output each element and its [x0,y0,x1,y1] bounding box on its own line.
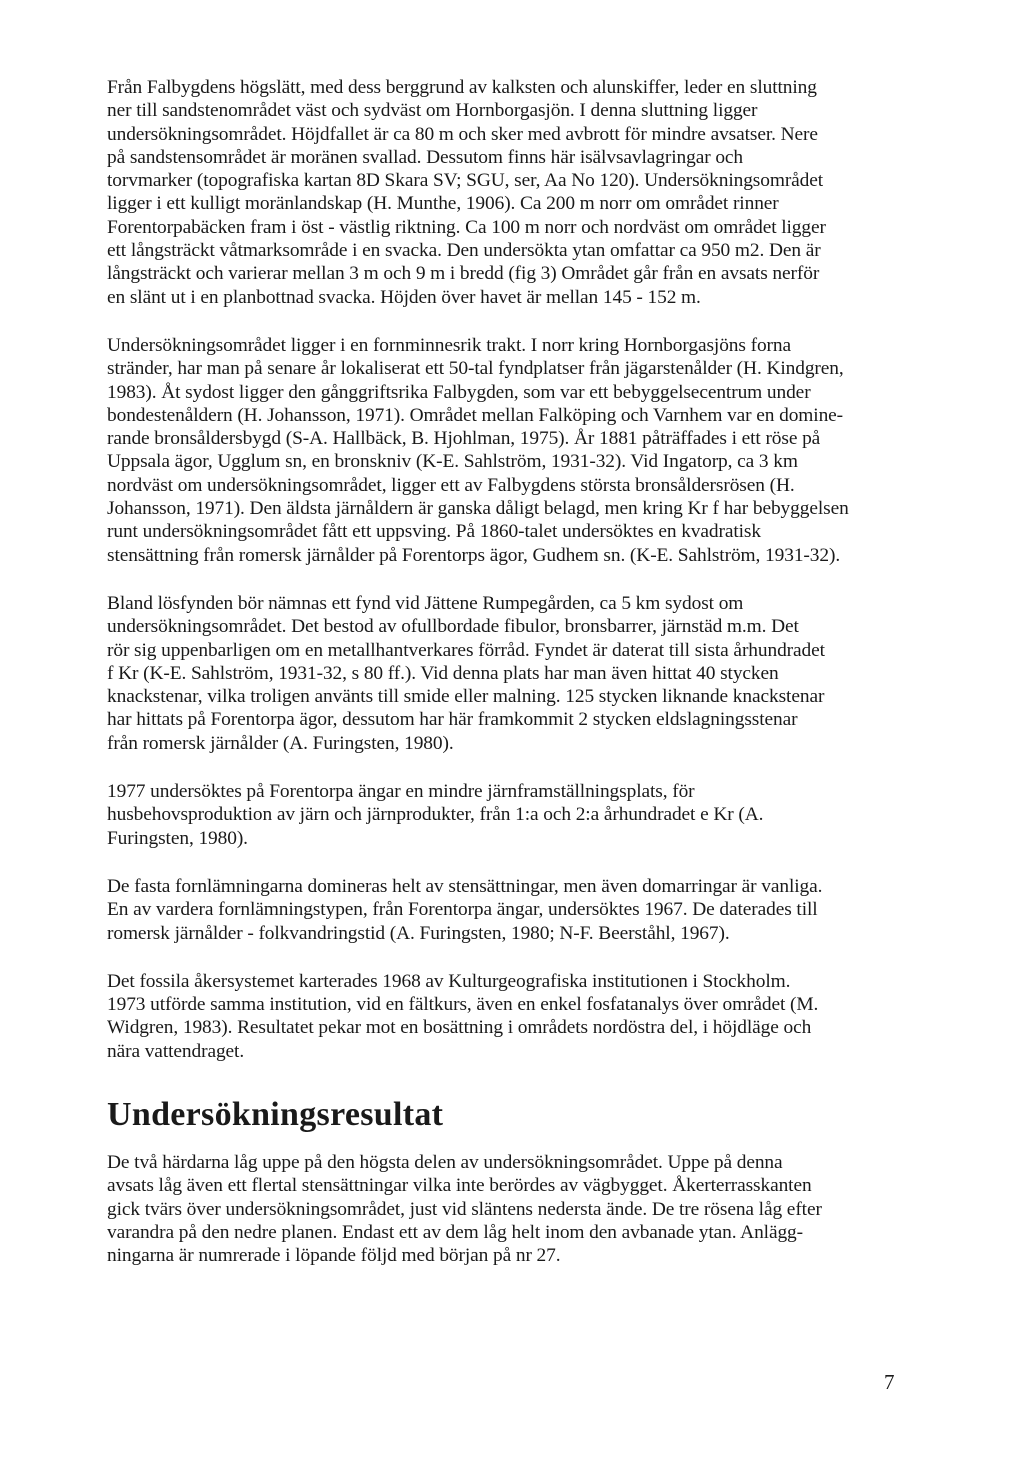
section-heading: Undersökningsresultat [107,1095,444,1133]
paragraph-iron-production: 1977 undersöktes på Forentorpa ängar en mindre järnframställningsplats, för husbehovsproduktion av järn och järnprodukter, från 1:a och 2:a århundradet e Kr (A. Furingsten, 1980). [107,781,764,849]
paragraph-geology: Från Falbygdens högslätt, med dess berggrund av kalksten och alunskiffer, leder en sluttning ner till sandstenområdet väst och sydväst om Hornborgasjön. I denna sluttning ligger undersökningsområdet. Höjdfallet är ca 80 m och sker med avbrott för mindre avsatser. Nere på sandstensområdet är moränen svallad. Dessutom finns här isälvsavlagringar och torvmarker (topografiska kartan 8D Skara SV; SGU, ser, Aa No 120). Undersökningsområdet ligger i ett kulligt moränlandskap (H. Munthe, 1906). Ca 200 m norr om området rinner Forentorpabäcken fram i öst - västlig riktning. Ca 100 m norr och nordväst om området ligger ett långsträckt våtmarksområde i en svacka. Den undersökta ytan omfattar ca 950 m2. Den är långsträckt och varierar mellan 3 m och 9 m i bredd (fig 3) Området går från en avsats nerför en slänt ut i en planbottnad svacka. Höjden över havet är mellan 145 - 152 m. [107,77,826,308]
paragraph-loose-finds: Bland lösfynden bör nämnas ett fynd vid Jättene Rumpegården, ca 5 km sydost om undersökningsområdet. Det bestod av ofullbordade fibulor, bronsbarrer, järnstäd m.m. Det rör sig uppenbarligen om en metallhantverkares förråd. Fyndet är daterat till sista århundradet f Kr (K-E. Sahlström, 1931-32, s 80 ff.). Vid denna plats har man även hittat 40 stycken knackstenar, vilka troligen använts till smide eller malning. 125 stycken liknande knackstenar har hittats på Forentorpa ägor, dessutom har här framkommit 2 stycken eldslagningsstenar från romersk järnålder (A. Furingsten, 1980). [107,592,825,754]
document-body [107,76,907,1292]
paragraph-results: De två härdarna låg uppe på den högsta delen av undersökningsområdet. Uppe på denna avsats låg även ett flertal stensättningar vilka inte berördes av vägbygget. Åkerterrasskanten gick tvärs över undersökningsområdet, just vid släntens nedersta ände. De tre rösena låg efter varandra på den nedre planen. Endast ett av dem låg helt inom den avbanade ytan. Anlägg- ningarna är numrerade i löpande följd med början på nr 27. [107,1151,822,1267]
paragraph-ancient-monuments: Undersökningsområdet ligger i en fornminnesrik trakt. I norr kring Hornborgasjöns forna stränder, har man på senare år lokaliserat ett 50-tal fyndplatser från jägarstenålder (H. Kindgren, 1983). Åt sydost ligger den gånggriftsrika Falbygden, som var ett bebyggelsecentrum under bondestenåldern (H. Johansson, 1971). Området mellan Falköping och Varnhem var en domine- rande bronsåldersbygd (S-A. Hallbäck, B. Hjohlman, 1975). År 1881 påträffades i ett röse på Uppsala ägor, Ugglum sn, en bronskniv (K-E. Sahlström, 1931-32). Vid Ingatorp, ca 3 km nordväst om undersökningsområdet, ligger ett av Falbygdens största bronsåldersrösen (H. Johansson, 1971). Den äldsta järnåldern är ganska dåligt belagd, men kring Kr f har bebyggelsen runt undersökningsområdet fått ett uppsving. På 1860-talet undersöktes en kvadratisk stensättning från romersk järnålder på Forentorps ägor, Gudhem sn. (K-E. Sahlström, 1931-32). [107,334,849,566]
paragraph-fixed-monuments: De fasta fornlämningarna domineras helt av stensättningar, men även domarringar är vanliga. En av vardera fornlämningstypen, från Forentorpa ängar, undersöktes 1967. De daterades till romersk järnålder - folkvandringstid (A. Furingsten, 1980; N-F. Beerståhl, 1967). [107,875,823,944]
page-number: 7 [884,1370,895,1394]
paragraph-field-system: Det fossila åkersystemet karterades 1968 av Kulturgeografiska institutionen i Stockholm. 1973 utförde samma institution, vid en fältkurs, även en enkel fosfatanalys över området (M. Widgren, 1983). Resultatet pekar mot en bosättning i områdets nordöstra del, i höjdläge och nära vattendraget. [107,970,819,1062]
